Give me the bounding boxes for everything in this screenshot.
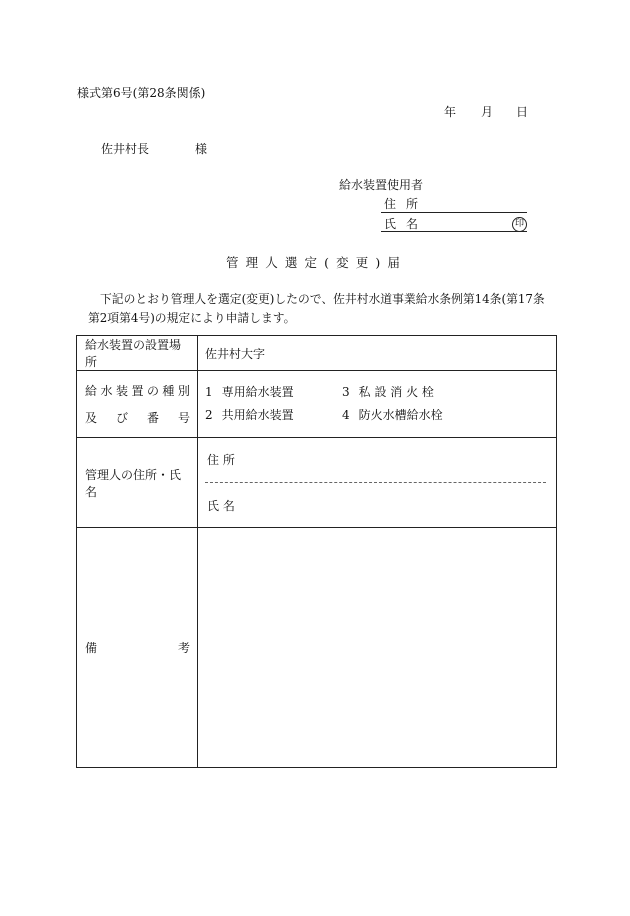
option-text: 共用給水装置 (221, 408, 294, 422)
date-year-label: 年 (444, 105, 457, 119)
option-3[interactable] (342, 386, 434, 398)
applicant-address-underline (381, 212, 527, 213)
addressee-name: 佐井村長 (101, 142, 150, 156)
body-text-line-1: 下記のとおり管理人を選定(変更)したので、佐井村水道事業給水条例第14条(第17条 (100, 292, 545, 306)
remarks-value-cell[interactable] (198, 528, 557, 768)
title-char: 定 (304, 255, 318, 270)
row-manager (77, 438, 557, 528)
document-title (226, 257, 400, 270)
label-char: 水 (100, 384, 113, 398)
option-text: 防火水槽給水栓 (358, 408, 443, 422)
applicant-name-label (384, 218, 418, 230)
body-text-line-2: 第2項第4号)の規定により申請します。 (88, 311, 296, 325)
manager-label-cell (77, 438, 198, 528)
label-char: 番 (146, 411, 159, 425)
location-value-cell[interactable] (198, 336, 557, 371)
device-type-label-line-2 (85, 409, 190, 426)
title-char: ) (375, 255, 381, 270)
device-type-label-line-1 (85, 382, 190, 399)
label-char: 備 (85, 641, 98, 655)
title-char: 理 (245, 255, 259, 270)
label-char: び (115, 411, 128, 425)
remarks-label-cell (77, 528, 198, 768)
manager-dashed-separator (205, 482, 546, 483)
row-location (77, 336, 557, 371)
seal-mark: 印 (512, 217, 527, 232)
option-number: 3 (342, 385, 350, 399)
row-device-type (77, 371, 557, 438)
application-table (76, 335, 557, 768)
applicant-name-underline (381, 231, 527, 232)
title-char: ( (324, 255, 330, 270)
addressee-honorific: 様 (195, 142, 208, 156)
location-value: 佐井村大字 (205, 346, 266, 361)
option-text: 専用給水装置 (221, 385, 294, 399)
manager-label: 管理人の住所・氏名 (85, 467, 182, 499)
form-number: 様式第6号(第28条関係) (77, 86, 206, 100)
option-2[interactable] (205, 409, 294, 421)
option-number: 4 (342, 408, 350, 422)
title-char: 選 (284, 255, 298, 270)
option-number: 2 (205, 408, 213, 422)
location-label-cell (77, 336, 198, 371)
option-4[interactable] (342, 409, 443, 421)
title-char: 届 (387, 255, 400, 270)
row-remarks (77, 528, 557, 768)
manager-value-cell (198, 438, 557, 528)
manager-name-label[interactable]: 氏 名 (207, 499, 235, 513)
option-number: 1 (205, 385, 213, 399)
title-char: 管 (226, 255, 239, 270)
label-char: 種 (162, 384, 175, 398)
date-day-label: 日 (516, 105, 529, 119)
device-type-label (77, 382, 197, 426)
address-label-char: 住 (384, 197, 397, 211)
address-label-char: 所 (405, 197, 418, 211)
title-char: 人 (265, 255, 278, 270)
label-char: 号 (177, 411, 190, 425)
name-label-char: 氏 (384, 217, 397, 231)
remarks-label (77, 639, 197, 656)
location-label: 給水装置の設置場所 (85, 338, 182, 369)
label-char: の (146, 384, 159, 398)
label-char: 置 (131, 384, 144, 398)
title-char: 変 (336, 255, 349, 270)
date-month-label: 月 (481, 105, 494, 119)
applicant-title: 給水装置使用者 (339, 178, 424, 192)
label-char: 及 (85, 411, 98, 425)
name-label-char: 名 (405, 217, 418, 231)
option-1[interactable] (205, 386, 294, 398)
device-type-options-cell (198, 371, 557, 438)
title-char: 更 (355, 255, 369, 270)
label-char: 給 (85, 384, 98, 398)
option-text: 私 設 消 火 栓 (358, 385, 434, 399)
applicant-address-label (384, 198, 418, 210)
label-char: 別 (177, 384, 190, 398)
manager-address-label[interactable]: 住 所 (207, 453, 235, 467)
label-char: 装 (115, 384, 128, 398)
label-char: 考 (177, 641, 190, 655)
device-type-label-cell (77, 371, 198, 438)
device-type-options (198, 384, 556, 424)
